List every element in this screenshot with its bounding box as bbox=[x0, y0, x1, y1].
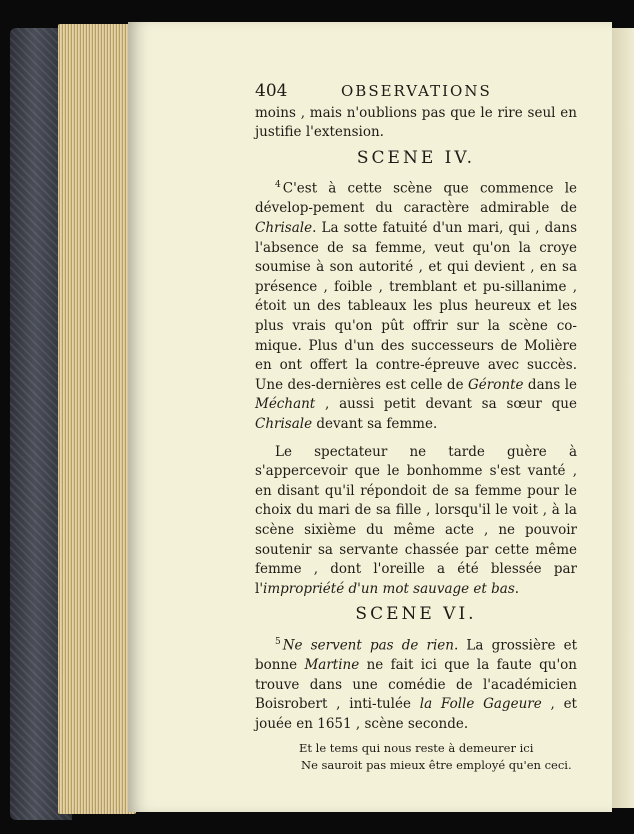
s4p1-d: , aussi petit devant sa sœur que bbox=[315, 396, 577, 413]
footnote-mark-5: 5 bbox=[275, 636, 281, 647]
page-number: 404 bbox=[255, 81, 288, 101]
page-text bbox=[255, 82, 577, 774]
s6p1-martine: Martine bbox=[304, 657, 360, 674]
running-head: OBSERVATIONS bbox=[341, 82, 492, 100]
s4p1-b: . La sotte fatuité d'un mari, qui , dans l'absence de sa femme, veut qu'on la croye soumise à son autorité , et qui devient , en sa présence , foible , tremblant et pu-sillanime , étoit un des tableaux les plus heureux et les plus vrais qu'on pût offrir sur la scène co-mique. Plus d'un des successeurs de Molière en ont offert la contre-épreuve avec succès. Une des-dernières est celle de bbox=[255, 220, 577, 393]
s4p2-impropriete: impropriété d'un mot sauvage et bas bbox=[263, 580, 515, 597]
s4p1-e: devant sa femme. bbox=[312, 416, 438, 432]
s4p2-end: . bbox=[514, 580, 520, 597]
s4p1-geronte: Géronte bbox=[468, 376, 524, 393]
verse-quote bbox=[255, 740, 577, 774]
page-edges bbox=[58, 24, 136, 814]
s6p1-b: ne fait ici que la faute qu'on trouve dans une comédie de l'académicien Boisrobert , inti-tulée bbox=[255, 657, 577, 713]
intro-line-1: moins , mais n'oublions pas que le rire seul en bbox=[255, 104, 577, 121]
intro-paragraph bbox=[255, 104, 577, 143]
s4p1-a: C'est à cette scène que commence le dévelop-pement du caractère admirable de bbox=[255, 180, 577, 217]
s6p1-folle: la Folle Gageure bbox=[419, 696, 542, 713]
s6p1-quote: Ne servent pas de rien bbox=[282, 637, 454, 654]
verse-line-2: Ne sauroit pas mieux être employé qu'en ceci. bbox=[301, 758, 572, 773]
s6p1-a: . La grossière et bonne bbox=[255, 637, 578, 674]
scene-6-title: SCENE VI. bbox=[355, 604, 477, 625]
s4p1-c: dans le bbox=[523, 376, 577, 393]
s6p1-c: , et jouée en 1651 , scène seconde. bbox=[255, 696, 577, 732]
s4p2-l-apos: l' bbox=[255, 580, 264, 597]
verse-line-1: Et le tems qui nous reste à demeurer ici bbox=[299, 741, 534, 756]
footnote-mark-4: 4 bbox=[275, 180, 281, 191]
scene-6-paragraph-1 bbox=[255, 633, 577, 734]
scene-4-paragraph-2 bbox=[255, 443, 577, 600]
scene-4-title: SCENE IV. bbox=[356, 147, 476, 168]
s4p1-mechant: Méchant bbox=[255, 396, 316, 413]
intro-line-2: justifie l'extension. bbox=[255, 124, 384, 141]
s4p2-a: Le spectateur ne tarde guère à s'appercevoir que le bonhomme s'est vanté , en disant qu'il répondoit de sa femme pour le choix du mari de sa fille , lorsqu'il le voit , à la scène sixième du même acte , ne pouvoir soutenir sa servante chassée par cette même femme , dont l'oreille a été blessée par bbox=[255, 443, 577, 578]
page-header bbox=[255, 82, 577, 102]
s4p1-chrisale-1: Chrisale bbox=[255, 220, 313, 237]
s4p1-chrisale-2: Chrisale bbox=[255, 416, 313, 432]
scene-4-paragraph-1 bbox=[255, 176, 577, 434]
